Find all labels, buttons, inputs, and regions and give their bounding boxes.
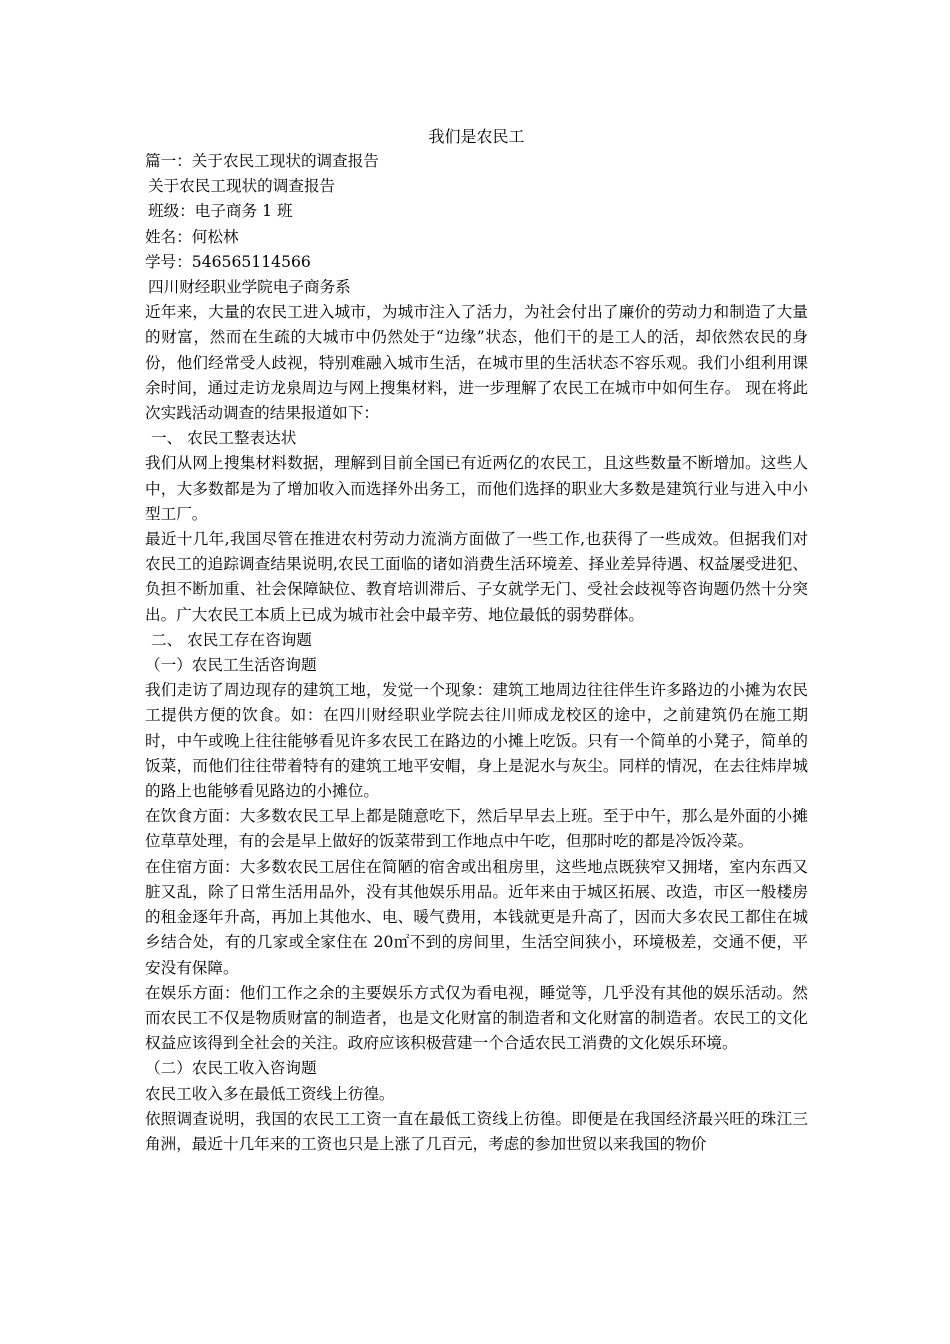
document-page xyxy=(145,124,808,1157)
intro-paragraph: 近年来，大量的农民工进入城市，为城市注入了活力，为社会付出了廉价的劳动力和制造了大量的财富，然而在生疏的大城市中仍然处于“边缘”状态，他们干的是工人的活，却依然农民的身份，他们经常受人歧视，特别难融入城市生活，在城市里的生活状态不容乐观。我们小组利用课余时间，通过走访龙泉周边与网上搜集材料，进一步理解了农民工在城市中如何生存。 现在将此次实践活动调查的结果报道如下： xyxy=(145,303,808,423)
section1-paragraph-2: 最近十几年,我国尽管在推进农村劳动力流淌方面做了一些工作,也获得了一些成效。但据我们对农民工的追踪调查结果说明,农民工面临的诸如消费生活环境差、择业差异待遇、权益屡受进犯、负担不断加重、社会保障缺位、教育培训滞后、子女就学无门、受社会歧视等咨询题仍然十分突出。广大农民工本质上已成为城市社会中最辛劳、地位最低的弱势群体。 xyxy=(145,530,808,624)
subsection1-paragraph-2: 在饮食方面：大多数农民工早上都是随意吃下，然后早早去上班。至于中午，那么是外面的小摊位草草处理，有的会是早上做好的饭菜带到工作地点中午吃，但那时吃的都是冷饭冷菜。 xyxy=(145,807,808,851)
report-title: 关于农民工现状的调查报告 xyxy=(148,177,336,196)
subsection1-paragraph-3: 在住宿方面：大多数农民工居住在简陋的宿舍或出租房里，这些地点既狭窄又拥堵，室内东西又脏又乱，除了日常生活用品外，没有其他娱乐用品。近年来由于城区拓展、改造，市区一般楼房的租金逐年升高，再加上其他水、电、暖气费用，本钱就更是升高了，因而大多农民工都住在城乡结合处，有的几家或全家住在 20㎡不到的房间里，生活空间狭小，环境极差，交通不便，平安没有保障。 xyxy=(145,857,808,977)
subsection1-paragraph-4: 在娱乐方面：他们工作之余的主要娱乐方式仅为看电视，睡觉等，几乎没有其他的娱乐活动。然而农民工不仅是物质财富的制造者，也是文化财富的制造者和文化财富的制造者。农民工的文化权益应该得到全社会的关注。政府应该积极营建一个合适农民工消费的文化娱乐环境。 xyxy=(145,983,808,1053)
student-id-line: 学号：546565114566 xyxy=(145,252,311,271)
subsection2-heading: （二）农民工收入咨询题 xyxy=(145,1059,317,1078)
name-line: 姓名：何松林 xyxy=(145,227,239,246)
subsection2-paragraph-2: 依照调查说明，我国的农民工工资一直在最低工资线上彷徨。即便是在我国经济最兴旺的珠江三角洲，最近十几年来的工资也只是上涨了几百元，考虑的参加世贸以来我国的物价 xyxy=(145,1109,808,1153)
class-line: 班级：电子商务 1 班 xyxy=(148,202,293,221)
subsection1-paragraph-1: 我们走访了周边现存的建筑工地，发觉一个现象：建筑工地周边往往伴生许多路边的小摊为农民工提供方便的饮食。如：在四川财经职业学院去往川师成龙校区的途中，之前建筑仍在施工期时，中午或晚上往往能够看见许多农民工在路边的小摊上吃饭。只有一个简单的小凳子，简单的饭菜，而他们往往带着特有的建筑工地平安帽，身上是泥水与灰尘。同样的情况，在去往炜岸城的路上也能够看见路边的小摊位。 xyxy=(145,681,808,801)
section1-heading: 一、 农民工整表达状 xyxy=(151,429,297,448)
section2-heading: 二、 农民工存在咨询题 xyxy=(151,630,312,649)
school-line: 四川财经职业学院电子商务系 xyxy=(148,278,351,297)
section1-paragraph-1: 我们从网上搜集材料数据，理解到目前全国已有近两亿的农民工，且这些数量不断增加。这些人中，大多数都是为了增加收入而选择外出务工，而他们选择的职业大多数是建筑行业与进入中小型工厂。 xyxy=(145,454,808,523)
subsection2-paragraph-1: 农民工收入多在最低工资线上彷徨。 xyxy=(145,1084,395,1103)
document-title: 我们是农民工 xyxy=(428,127,525,146)
chapter-heading: 篇一：关于农民工现状的调查报告 xyxy=(145,152,379,170)
subsection1-heading: （一）农民工生活咨询题 xyxy=(145,656,317,675)
